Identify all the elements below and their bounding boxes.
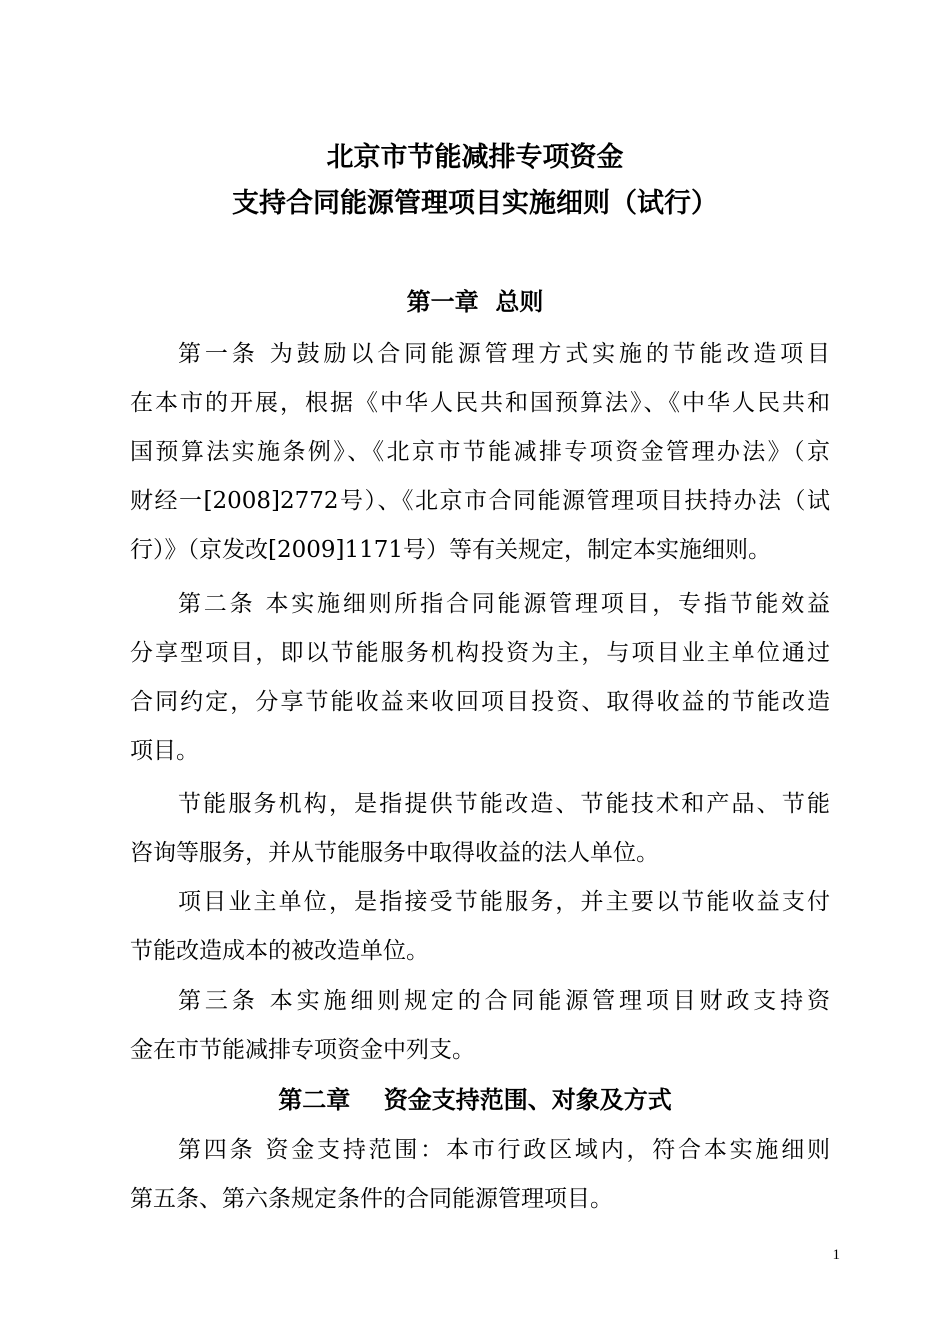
paragraph-line: 节能服务机构，是指提供节能改造、节能技术和产品、节能: [178, 791, 830, 817]
article-2-line: 第二条 本实施细则所指合同能源管理项目，专指节能效益: [178, 591, 830, 617]
article-1-line: 财经一[2008]2772号）、《北京市合同能源管理项目扶持办法（试: [130, 488, 830, 514]
paragraph-line: 项目业主单位，是指接受节能服务，并主要以节能收益支付: [178, 889, 830, 915]
paragraph-line: 节能改造成本的被改造单位。: [130, 938, 429, 964]
chapter-1-heading: 第一章 总则: [406, 288, 544, 316]
page-number: 1: [832, 1247, 840, 1263]
article-2-line: 项目。: [130, 738, 199, 764]
article-3-line: 金在市节能减排专项资金中列支。: [130, 1037, 475, 1063]
paragraph-project-owner: [130, 878, 830, 976]
article-1-line: 行）》（京发改[2009]1171号）等有关规定，制定本实施细则。: [130, 537, 772, 563]
article-2: [130, 580, 830, 776]
paragraph-line: 咨询等服务，并从节能服务中取得收益的法人单位。: [130, 840, 659, 866]
article-4-line: 第四条 资金支持范围：本市行政区域内，符合本实施细则: [178, 1137, 830, 1163]
chapter-2-heading: 第二章 资金支持范围、对象及方式: [278, 1086, 672, 1114]
article-2-line: 分享型项目，即以节能服务机构投资为主，与项目业主单位通过: [130, 640, 830, 666]
paragraph-service-organization: [130, 780, 830, 878]
article-1-line: 在本市的开展，根据《中华人民共和国预算法》、《中华人民共和: [130, 390, 830, 416]
article-3-line: 第三条 本实施细则规定的合同能源管理项目财政支持资: [178, 988, 830, 1014]
document-title-line-1: 北京市节能减排专项资金: [326, 142, 624, 173]
article-1-line: 第一条 为鼓励以合同能源管理方式实施的节能改造项目: [178, 341, 830, 367]
article-1-line: 国预算法实施条例》、《北京市节能减排专项资金管理办法》（京: [130, 439, 830, 465]
article-3: [130, 977, 830, 1075]
article-1: [130, 330, 830, 575]
document-title-line-2: 支持合同能源管理项目实施细则（试行）: [232, 188, 718, 219]
article-4-line: 第五条、第六条规定条件的合同能源管理项目。: [130, 1186, 613, 1212]
article-2-line: 合同约定，分享节能收益来收回项目投资、取得收益的节能改造: [130, 689, 830, 715]
article-4: [130, 1126, 830, 1224]
